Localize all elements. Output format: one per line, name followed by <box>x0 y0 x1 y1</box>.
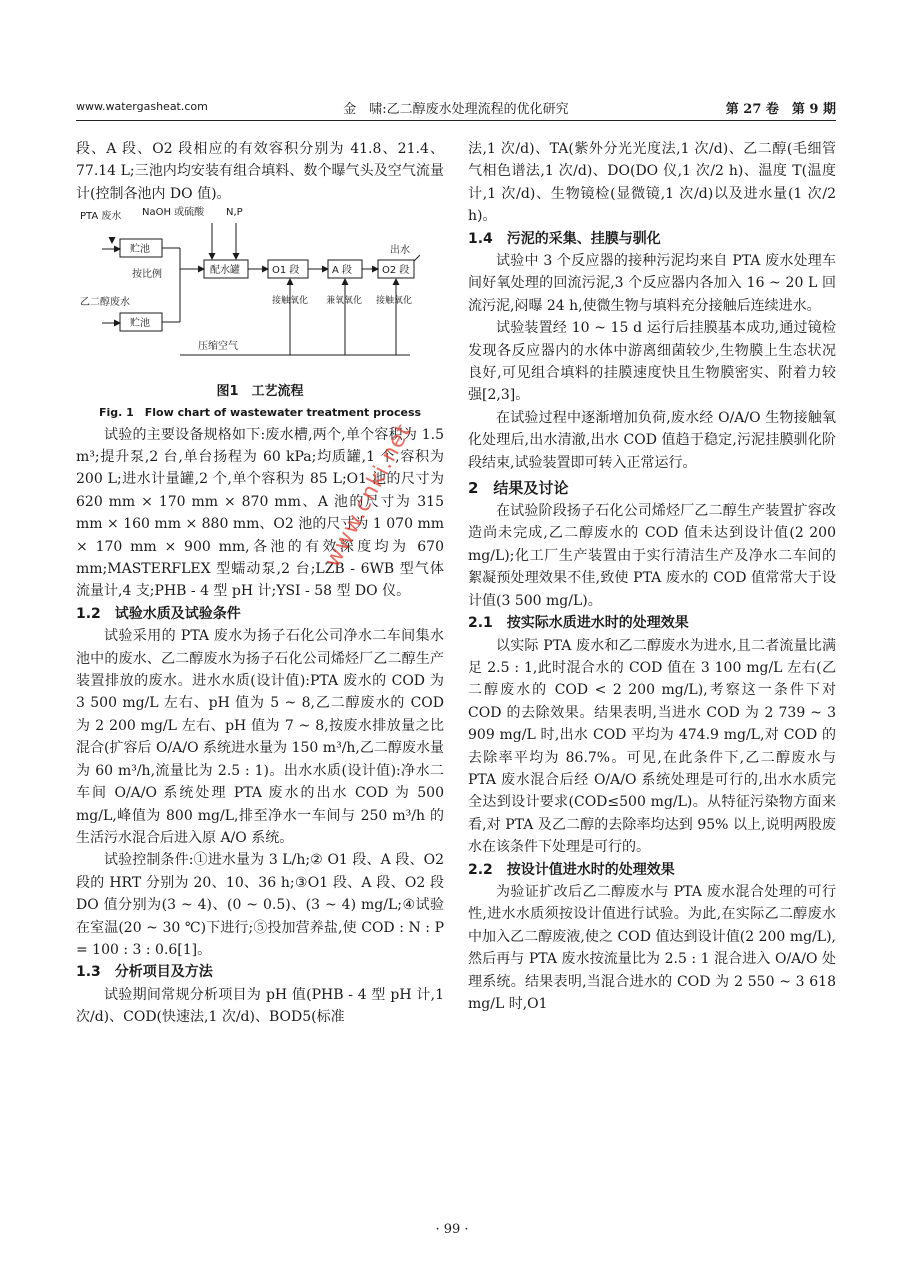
heading-2: 2 结果及讨论 <box>468 479 569 498</box>
compressed-air-label: 压缩空气 <box>198 341 238 353</box>
header-rule <box>76 120 836 121</box>
o1-stage-label: O1 段 <box>272 265 300 277</box>
paragraph-control: 试验控制条件:①进水量为 3 L/h;② O1 段、A 段、O2 段的 HRT 分别为 20、10、36 h;③O1 段、A 段、O2 段 DO 值分别为(3 ~ 4)、(0 ~ 0.5)、(3 ~ 4) mg/L;④试验在室温(20 ~ 30 ℃)下进行;⑤投加营养盐,使 COD : N : P = 100 : 3 : 0.6[1]。 <box>76 852 444 958</box>
tank-label-1: 贮池 <box>130 244 150 256</box>
figure-caption-en: Fig. 1 Flow chart of wastewater treatment process <box>98 405 422 419</box>
naoh-acid-label: NaOH 或硫酸 <box>142 207 205 219</box>
paragraph-analysis-cont: 法,1 次/d)、TA(紫外分光光度法,1 次/d)、乙二醇(毛细管气相色谱法,1 次/d)、DO(DO 仪,1 次/2 h)、温度 T(温度计,1 次/d)、生物镜检(显微镜,1 次/d)以及进水量(1 次/2 h)。 <box>468 141 836 225</box>
o2-desc-label: 接触氧化 <box>376 296 413 307</box>
journal-website[interactable]: www.watergasheat.com <box>76 100 208 113</box>
ratio-label: 按比例 <box>132 269 162 281</box>
o1-desc-label: 接触氧化 <box>272 296 309 307</box>
paragraph-sludge-1: 试验中 3 个反应器的接种污泥均来自 PTA 废水处理车间好氧处理的回流污泥,3 个反应器内各加入 16 ~ 20 L 回流污泥,闷曝 24 h,使微生物与填料充分接触后连续进水。 <box>468 253 836 314</box>
heading-1-4: 1.4 污泥的采集、挂膜与驯化 <box>468 230 661 247</box>
page-number: · 99 · <box>435 1222 469 1237</box>
heading-1-2: 1.2 试验水质及试验条件 <box>76 605 241 622</box>
np-label: N,P <box>226 207 243 219</box>
paragraph-analysis: 试验期间常规分析项目为 pH 值(PHB - 4 型 pH 计,1 次/d)、COD(快速法,1 次/d)、BOD5(标准 <box>76 986 444 1026</box>
volume-issue: 第 27 卷 第 9 期 <box>725 102 836 117</box>
figure-caption-cn: 图1 工艺流程 <box>216 384 304 400</box>
running-header <box>76 96 836 118</box>
pta-wastewater-label: PTA 废水 <box>80 211 122 223</box>
outlet-label: 出水 <box>390 245 410 257</box>
heading-2-2: 2.2 按设计值进水时的处理效果 <box>468 861 675 878</box>
paragraph-equipment: 试验的主要设备规格如下:废水槽,两个,单个容积为 1.5 m³;提升泵,2 台,单台扬程为 60 kPa;均质罐,1 个,容积为 200 L;进水计量罐,2 个,单个容积为 85 L;O1 池的尺寸为 620 mm × 170 mm × 870 mm、A 池的尺寸为 315 mm × 160 mm × 880 mm、O2 池的尺寸为 1 070 mm × 170 mm × 900 mm,各池的有效深度均为 670 mm;MASTERFLEX 型蠕动泵,2 台;LZB - 6WB 型气体流量计,4 支;PHB - 4 型 pH 计;YSI - 58 型 DO 仪。 <box>76 426 444 600</box>
mixing-tank-label: 配水罐 <box>210 265 240 277</box>
paragraph-2-2: 为验证扩改后乙二醇废水与 PTA 废水混合处理的可行性,进水水质须按设计值进行试验。为此,在实际乙二醇废水中加入乙二醇废液,使之 COD 值达到设计值(2 200 mg/L),然后再与 PTA 废水按流量比为 2.5 : 1 混合进入 O/A/O 处理系统。结果表明,当混合进水的 COD 为 2 550 ~ 3 618 mg/L 时,O1 <box>468 883 836 1012</box>
tank-label-2: 贮池 <box>130 318 150 330</box>
process-flow-chart <box>80 205 420 375</box>
paragraph-intro: 段、A 段、O2 段相应的有效容积分别为 41.8、21.4、77.14 L;三池内均安装有组合填料、数个曝气头及空气流量计(控制各池内 DO 值)。 <box>76 141 444 202</box>
eg-wastewater-label: 乙二醇废水 <box>80 297 130 309</box>
running-title: 金 啸:乙二醇废水处理流程的优化研究 <box>343 102 569 117</box>
heading-2-1: 2.1 按实际水质进水时的处理效果 <box>468 615 689 632</box>
watermark: www.cnki.net <box>320 419 417 572</box>
paragraph-sludge-2: 试验装置经 10 ~ 15 d 运行后挂膜基本成功,通过镜检发现各反应器内的水体中游离细菌较少,生物膜上生态状况良好,可见组合填料的挂膜速度快且生物膜密实、附着力较强[2,3]。 <box>468 320 836 404</box>
a-stage-label: A 段 <box>332 265 353 277</box>
paragraph-2-1: 以实际 PTA 废水和乙二醇废水为进水,且二者流量比满足 2.5 : 1,此时混合水的 COD 值在 3 100 mg/L 左右(乙二醇废水的 COD < 2 200 mg/L),考察这一条件下对 COD 的去除效果。结果表明,当进水 COD 为 2 739 ~ 3 909 mg/L 时,出水 COD 平均为 474.9 mg/L,对 COD 的去除率平均为 86.7%。可见,在此条件下,乙二醇废水与 PTA 废水混合后经 O/A/O 系统处理是可行的,出水水质完全达到设计要求(COD≤500 mg/L)。从特征污染物方面来看,对 PTA 及乙二醇的去除率均达到 95% 以上,说明两股废水在该条件下处理是可行的。 <box>468 637 836 856</box>
paragraph-results: 在试验阶段扬子石化公司烯烃厂乙二醇生产装置扩容改造尚未完成,乙二醇废水的 COD 值未达到设计值(2 200 mg/L);化工厂生产装置由于实行清洁生产及净水二车间的絮凝预处理效果不佳,致使 PTA 废水的 COD 值常常大于设计值(3 500 mg/L)。 <box>468 503 836 609</box>
left-column <box>76 138 444 1029</box>
paragraph-water-quality: 试验采用的 PTA 废水为扬子石化公司净水二车间集水池中的废水、乙二醇废水为扬子石化公司烯烃厂乙二醇生产装置排放的废水。进水水质(设计值):PTA 废水的 COD 为 3 500 mg/L 左右、pH 值为 5 ~ 8,乙二醇废水的 COD 为 2 200 mg/L 左右、pH 值为 7 ~ 8,按废水排放量之比混合(扩容后 O/A/O 系统进水量为 150 m³/h,乙二醇废水量为 60 m³/h,流量比为 2.5 : 1)。出水水质(设计值):净水二车间 O/A/O 系统处理 PTA 废水的出水 COD 为 500 mg/L,峰值为 800 mg/L,排至净水一车间与 250 m³/h 的生活污水混合后进入原 A/O 系统。 <box>76 628 444 846</box>
right-column <box>468 138 836 1015</box>
o2-stage-label: O2 段 <box>382 265 410 277</box>
paragraph-sludge-3: 在试验过程中逐渐增加负荷,废水经 O/A/O 生物接触氧化处理后,出水清澈,出水 COD 值趋于稳定,污泥挂膜驯化阶段结束,试验装置即可转入正常运行。 <box>468 409 836 471</box>
a-desc-label: 兼氧氧化 <box>326 296 363 307</box>
heading-1-3: 1.3 分析项目及方法 <box>76 964 213 981</box>
